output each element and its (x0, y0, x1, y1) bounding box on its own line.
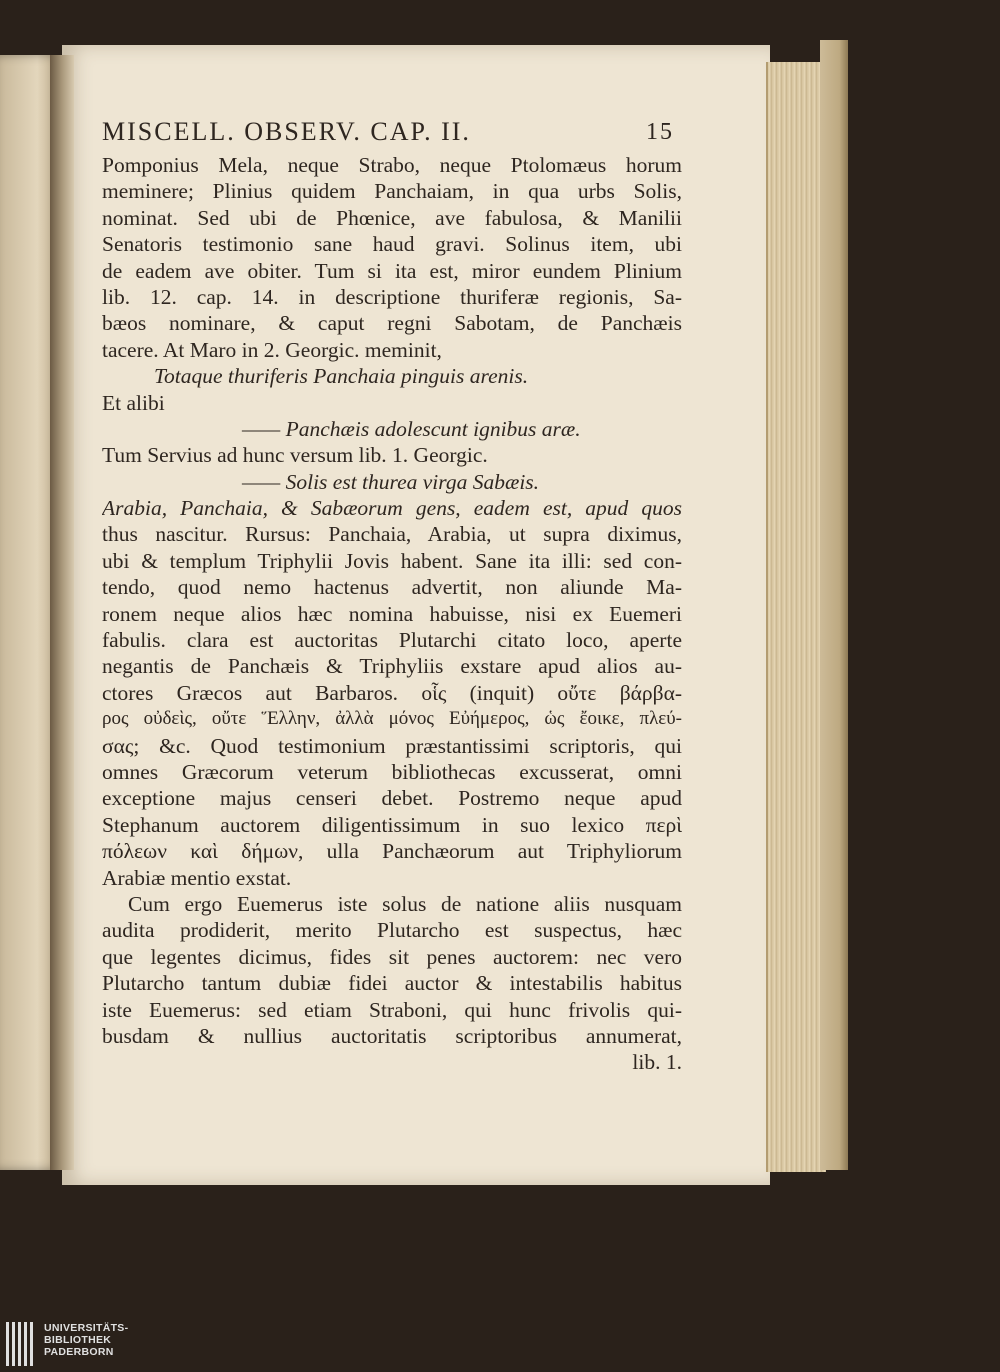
logo-line: BIBLIOTHEK (44, 1334, 112, 1346)
verse-quote: —— Solis est thurea virga Sabæis. (242, 469, 540, 494)
text-line: omnes Græcorum veterum bibliothecas excusserat, omni (102, 759, 682, 784)
text-line: negantis de Panchæis & Triphyliis exstare apud alios au- (102, 654, 682, 679)
text-line: busdam & nullius auctoritatis scriptoribus annumerat, (102, 1023, 682, 1048)
running-header (102, 112, 682, 152)
verse-quote: Totaque thuriferis Panchaia pinguis arenis. (154, 364, 529, 389)
text-line: thus nascitur. Rursus: Panchaia, Arabia, ut supra diximus, (102, 522, 682, 547)
text-line: nominat. Sed ubi de Phœnice, ave fabulosa, & Manilii (102, 205, 682, 230)
page-block-fore-edge (766, 62, 826, 1172)
text-line: exceptione majus censeri debet. Postremo neque apud (102, 786, 682, 811)
text-line: Arabia, Panchaia, & Sabæorum gens, eadem est, apud quos (102, 496, 682, 521)
library-logo-text (44, 1322, 128, 1358)
logo-line: UNIVERSITÄTS- (44, 1322, 129, 1334)
running-title: MISCELL. OBSERV. CAP. II. (102, 117, 471, 146)
text-line: Arabiæ mentio exstat. (102, 865, 292, 890)
library-logo-icon (6, 1322, 34, 1366)
text-line: audita prodiderit, merito Plutarcho est suspectus, hæc (102, 918, 682, 943)
book-cover-edge (820, 40, 848, 1170)
page-number: 15 (646, 119, 674, 145)
text-line: πόλεων καὶ δήμων, ulla Panchæorum aut Triphyliorum (102, 839, 682, 864)
text-line: de eadem ave obiter. Tum si ita est, miror eundem Plinium (102, 258, 682, 283)
catchword: lib. 1. (632, 1050, 682, 1075)
verse-quote: —— Panchæis adolescunt ignibus aræ. (242, 416, 581, 441)
text-line: ronem neque alios hæc nomina habuisse, nisi ex Euemeri (102, 601, 682, 626)
text-line: ubi & templum Triphylii Jovis habent. Sane ita illi: sed con- (102, 548, 682, 573)
text-line: que legentes dicimus, fides sit penes auctorem: nec vero (102, 944, 682, 969)
text-line: Pomponius Mela, neque Strabo, neque Ptolomæus horum (102, 153, 682, 177)
greek-text-line: ρος οὐδεὶς, οὔτε Ἕλλην, ἀλλὰ μόνος Εὐήμερος, ὡς ἔοικε, πλεύ- (102, 708, 682, 730)
text-line: σας; &c. Quod testimonium præstantissimi scriptoris, qui (102, 733, 682, 758)
text-line: Plutarcho tantum dubiæ fidei auctor & intestabilis habitus (102, 971, 682, 996)
text-line: ctores Græcos aut Barbaros. οἷς (inquit) οὔτε βάρβα- (102, 680, 682, 705)
text-line: lib. 12. cap. 14. in descriptione thuriferæ regionis, Sa- (102, 284, 682, 309)
text-line: iste Euemerus: sed etiam Straboni, qui hunc frivolis qui- (102, 997, 682, 1022)
page-text (102, 112, 682, 1076)
text-line: Et alibi (102, 390, 165, 415)
logo-line: PADERBORN (44, 1346, 114, 1358)
text-line: tacere. At Maro in 2. Georgic. meminit, (102, 337, 442, 362)
text-line: tendo, quod nemo hactenus advertit, non aliunde Ma- (102, 575, 682, 600)
text-line: Cum ergo Euemerus iste solus de natione aliis nusquam (128, 891, 682, 916)
text-line: Senatoris testimonio sane haud gravi. Solinus item, ubi (102, 232, 682, 257)
text-line: Stephanum auctorem diligentissimum in suo lexico περὶ (102, 812, 682, 837)
text-line: meminere; Plinius quidem Panchaiam, in qua urbs Solis, (102, 179, 682, 204)
library-logo (6, 1322, 166, 1366)
book-gutter (50, 55, 74, 1170)
text-line: fabulis. clara est auctoritas Plutarchi citato loco, aperte (102, 628, 682, 653)
text-line: Tum Servius ad hunc versum lib. 1. Georgic. (102, 443, 488, 468)
text-line: bæos nominare, & caput regni Sabotam, de Panchæis (102, 311, 682, 336)
